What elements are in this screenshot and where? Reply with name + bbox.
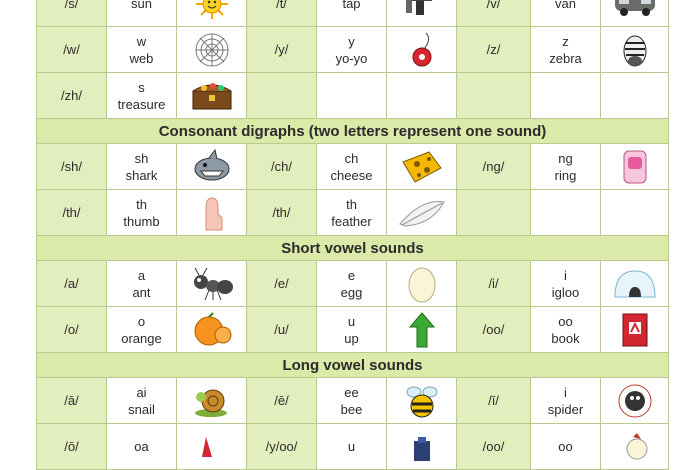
example-word: igloo [551, 284, 580, 300]
word-cell [107, 378, 177, 424]
picture-cell [177, 0, 247, 27]
table-row [37, 0, 669, 27]
example-word: zebra [549, 50, 582, 66]
section-header-row [37, 353, 669, 378]
grapheme-label: u [347, 313, 356, 329]
grapheme-label: o [137, 313, 146, 329]
picture-cell [601, 307, 669, 353]
phoneme-cell: /v/ [457, 0, 531, 27]
yoyo-icon [387, 31, 456, 69]
example-word: shark [125, 167, 158, 183]
grapheme-label: w [136, 33, 147, 49]
grapheme-label: e [347, 267, 356, 283]
picture-cell [177, 424, 247, 470]
table-row [37, 144, 669, 190]
ring-icon [601, 147, 668, 187]
example-word: spider [547, 401, 584, 417]
picture-cell [601, 424, 669, 470]
word-cell [317, 144, 387, 190]
grapheme-label: th [346, 196, 357, 212]
phoneme-cell: /a/ [37, 261, 107, 307]
example-word: snail [128, 401, 155, 417]
example-word: web [129, 50, 154, 66]
picture-cell [177, 27, 247, 73]
word-cell [531, 0, 601, 27]
grapheme-label: a [137, 267, 146, 283]
phoneme-cell: /ē/ [247, 378, 317, 424]
picture-cell [601, 0, 669, 27]
grapheme-label: th [136, 196, 147, 212]
word-cell [107, 0, 177, 27]
phoneme-cell: /o/ [37, 307, 107, 353]
grapheme-label: s [138, 79, 145, 95]
table-row [37, 73, 669, 119]
word-cell [107, 27, 177, 73]
phoneme-cell: /w/ [37, 27, 107, 73]
word-cell [107, 307, 177, 353]
example-word: yo-yo [335, 50, 368, 66]
example-word: ring [554, 167, 577, 183]
phoneme-cell: /u/ [247, 307, 317, 353]
phoneme-cell: /z/ [457, 27, 531, 73]
word-cell [531, 27, 601, 73]
word-cell [107, 261, 177, 307]
table-row [37, 424, 669, 470]
word-cell [531, 73, 601, 119]
word-cell [531, 424, 601, 470]
picture-cell [387, 424, 457, 470]
tap-icon [387, 0, 456, 19]
picture-cell [387, 144, 457, 190]
phoneme-cell: /i/ [457, 261, 531, 307]
section-header-row [37, 119, 669, 144]
grapheme-label: z [562, 33, 569, 49]
word-cell [531, 307, 601, 353]
section-header-row [37, 236, 669, 261]
example-word: book [551, 330, 580, 346]
example-word: treasure [117, 96, 166, 112]
table-row [37, 378, 669, 424]
picture-cell [177, 73, 247, 119]
example-word: sun [131, 0, 152, 11]
word-cell [107, 424, 177, 470]
bee-icon [387, 382, 456, 420]
word-cell [531, 190, 601, 236]
spider-icon [601, 381, 668, 421]
grapheme-label: ng [558, 150, 573, 166]
picture-cell [387, 73, 457, 119]
section-title: Long vowel sounds [37, 353, 669, 378]
picture-cell [387, 378, 457, 424]
book-icon [601, 310, 668, 350]
section-title: Consonant digraphs (two letters represent one sound) [37, 119, 669, 144]
moon-icon [601, 433, 668, 461]
grapheme-label: ee [344, 384, 359, 400]
picture-cell [601, 378, 669, 424]
orange-icon [177, 311, 246, 349]
boat-icon [177, 433, 246, 461]
grapheme-label: oa [134, 439, 149, 454]
example-word: orange [121, 330, 162, 346]
grapheme-label: ai [136, 384, 147, 400]
picture-cell [387, 307, 457, 353]
picture-cell [177, 144, 247, 190]
picture-cell [601, 190, 669, 236]
phoneme-cell [457, 190, 531, 236]
picture-cell [601, 144, 669, 190]
example-word: cheese [330, 167, 373, 183]
phoneme-cell: /y/ [247, 27, 317, 73]
picture-cell [601, 73, 669, 119]
grapheme-label: i [564, 384, 567, 400]
unicorn-icon [387, 433, 456, 461]
phoneme-cell: /y/oo/ [247, 424, 317, 470]
ant-icon [177, 266, 246, 302]
phoneme-cell: /ā/ [37, 378, 107, 424]
picture-cell [601, 261, 669, 307]
phoneme-cell: /s/ [37, 0, 107, 27]
phoneme-cell: /oo/ [457, 307, 531, 353]
snail-icon [177, 383, 246, 419]
word-cell [107, 190, 177, 236]
word-cell [317, 424, 387, 470]
word-cell [317, 190, 387, 236]
phoneme-table [36, 0, 669, 470]
grapheme-label: y [348, 33, 355, 49]
phoneme-cell: /oo/ [457, 424, 531, 470]
thumb-icon [177, 194, 246, 232]
word-cell [317, 0, 387, 27]
word-cell [317, 261, 387, 307]
sun-icon [177, 0, 246, 19]
web-icon [177, 32, 246, 68]
table-row [37, 261, 669, 307]
table-row [37, 27, 669, 73]
word-cell [317, 73, 387, 119]
grapheme-label: ch [344, 150, 359, 166]
grapheme-label: u [347, 439, 356, 454]
example-word: feather [331, 213, 372, 229]
word-cell [531, 261, 601, 307]
picture-cell [387, 27, 457, 73]
up-arrow-icon [387, 310, 456, 350]
shark-icon [177, 149, 246, 185]
picture-cell [177, 190, 247, 236]
phoneme-cell: /ō/ [37, 424, 107, 470]
word-cell [317, 27, 387, 73]
example-word: van [555, 0, 576, 11]
grapheme-label: i [564, 267, 567, 283]
example-word: ant [132, 284, 151, 300]
phoneme-cell: /th/ [37, 190, 107, 236]
picture-cell [601, 27, 669, 73]
word-cell [531, 144, 601, 190]
example-word: up [344, 330, 359, 346]
table-row [37, 307, 669, 353]
igloo-icon [601, 267, 668, 301]
picture-cell [177, 261, 247, 307]
word-cell [107, 144, 177, 190]
picture-cell [177, 378, 247, 424]
picture-cell [387, 0, 457, 27]
example-word: egg [340, 284, 363, 300]
picture-cell [387, 190, 457, 236]
word-cell [317, 307, 387, 353]
phoneme-cell: /e/ [247, 261, 317, 307]
phoneme-cell: /ī/ [457, 378, 531, 424]
word-cell [531, 378, 601, 424]
example-word: bee [340, 401, 363, 417]
example-word: thumb [123, 213, 160, 229]
feather-icon [387, 196, 456, 230]
grapheme-label: oo [558, 439, 573, 454]
phonics-chart [36, 0, 668, 470]
cheese-icon [387, 148, 456, 186]
table-row [37, 190, 669, 236]
word-cell [317, 378, 387, 424]
picture-cell [387, 261, 457, 307]
phoneme-cell: /ng/ [457, 144, 531, 190]
phoneme-cell: /zh/ [37, 73, 107, 119]
section-title: Short vowel sounds [37, 236, 669, 261]
treasure-chest-icon [177, 79, 246, 113]
egg-icon [387, 264, 456, 304]
phoneme-cell [457, 73, 531, 119]
example-word: tap [342, 0, 361, 11]
zebra-icon [601, 31, 668, 69]
table-body [37, 0, 669, 470]
word-cell [107, 73, 177, 119]
grapheme-label: oo [558, 313, 573, 329]
phoneme-cell [247, 73, 317, 119]
phoneme-cell: /t/ [247, 0, 317, 27]
phoneme-cell: /th/ [247, 190, 317, 236]
phoneme-cell: /sh/ [37, 144, 107, 190]
picture-cell [177, 307, 247, 353]
van-icon [601, 0, 668, 19]
grapheme-label: sh [134, 150, 149, 166]
phoneme-cell: /ch/ [247, 144, 317, 190]
